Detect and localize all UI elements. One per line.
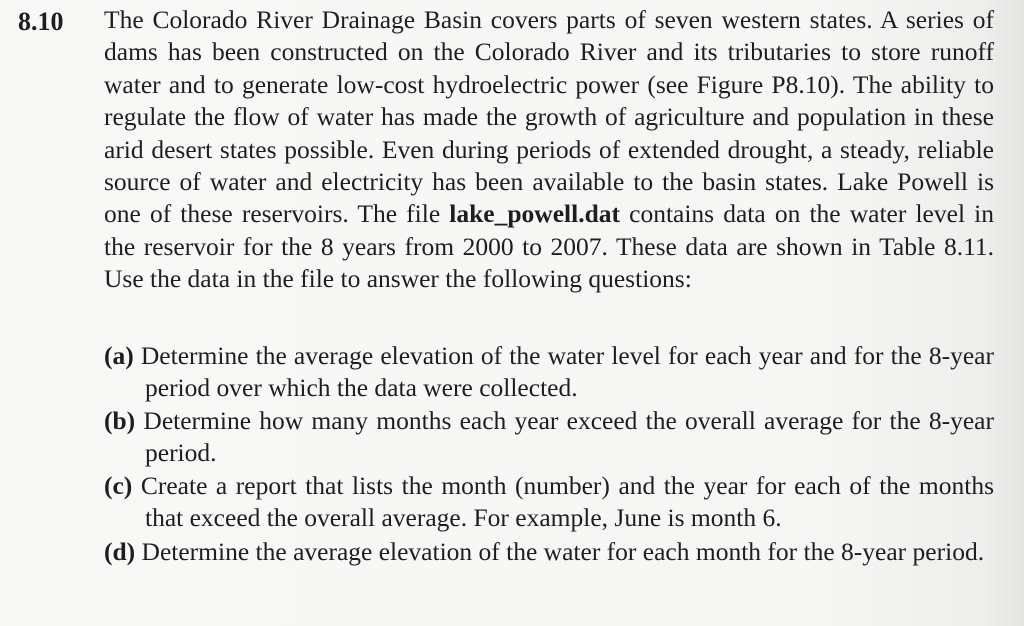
- part-text: Determine the average elevation of the water for each month for the 8-year period.: [135, 536, 985, 566]
- question-parts-list: [104, 340, 994, 569]
- question-part-d: [104, 536, 994, 568]
- problem-intro-text: The Colorado River Drainage Basin covers parts of seven western states. A series of dams has been constructed on the Colorado River and its tributaries to store runoff water and to generate low-cost hydroelectric power (see Figure P8.10). The ability to regulate the flow of water has made the growth of agriculture and population in these arid desert states possible. Even during periods of extended drought, a steady, reliable source of water and electricity has been available to the basin states. Lake Powell is one of these reservoirs. The file: [104, 5, 994, 229]
- part-text: Determine the average elevation of the water level for each year and for the 8-year period over which the data were collected.: [133, 341, 994, 402]
- part-label: (a): [104, 341, 134, 370]
- part-text: Create a report that lists the month (number) and the year for each of the months that exceed the overall average. For example, June is month 6.: [132, 471, 994, 532]
- question-part-c: [104, 470, 994, 533]
- question-part-a: [104, 340, 994, 403]
- problem-statement: [104, 4, 994, 296]
- part-text: Determine how many months each year exceed the overall average for the 8-year period.: [135, 406, 994, 467]
- problem-number: 8.10: [18, 7, 64, 36]
- part-label: (b): [104, 406, 136, 436]
- part-label: (d): [104, 536, 136, 566]
- part-label: (c): [104, 471, 133, 501]
- data-filename: lake_powell.dat: [449, 199, 620, 229]
- question-part-b: [104, 405, 994, 468]
- problem-intro-continued: contains data on the water level in the reservoir for the 8 years from 2000 to 2007. These data are shown in Table 8.11. Use the data in the file to answer the following questions:: [104, 199, 994, 294]
